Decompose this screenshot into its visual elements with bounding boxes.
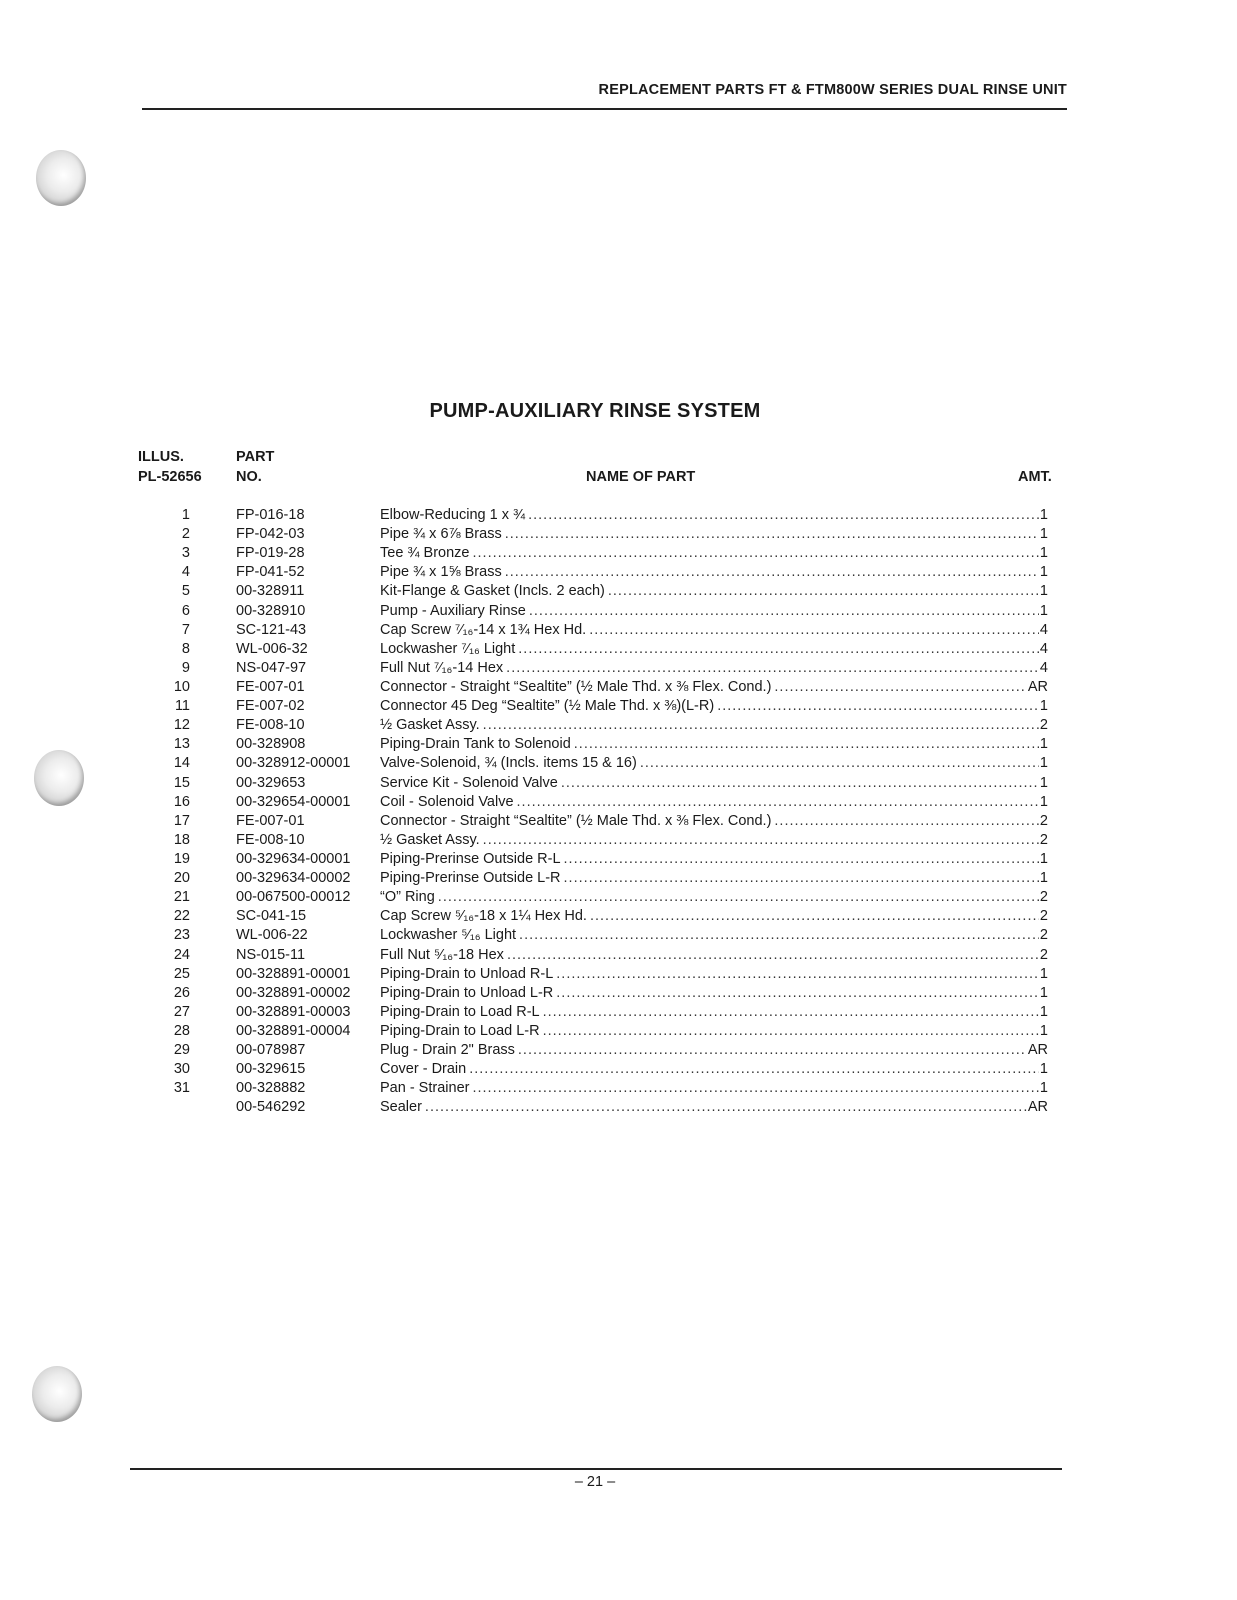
dot-leader — [505, 563, 1039, 582]
parts-row — [0, 716, 1237, 735]
dot-leader — [506, 659, 1039, 678]
illus-number: 20 — [173, 870, 190, 887]
part-leader — [380, 831, 1048, 850]
part-name: Cover - Drain — [380, 1061, 467, 1078]
dot-leader — [519, 926, 1039, 945]
parts-row — [0, 812, 1237, 831]
parts-row — [0, 850, 1237, 869]
dot-leader — [574, 735, 1039, 754]
part-number: FE-008-10 — [236, 717, 305, 734]
dot-leader — [543, 1003, 1039, 1022]
part-leader — [380, 965, 1048, 984]
part-number: SC-121-43 — [236, 621, 307, 638]
part-leader — [380, 697, 1048, 716]
parts-row — [0, 582, 1237, 601]
part-amount: 2 — [1039, 812, 1048, 829]
part-number: 00-328891-00002 — [236, 984, 351, 1001]
illus-number: 16 — [173, 793, 190, 810]
part-leader — [380, 1003, 1048, 1022]
illus-number: 18 — [173, 831, 190, 848]
column-header-illus — [138, 447, 202, 487]
parts-row — [0, 506, 1237, 525]
part-number: 00-078987 — [236, 1042, 306, 1059]
parts-row — [0, 1022, 1237, 1041]
illus-number: 30 — [173, 1061, 190, 1078]
part-number: FE-008-10 — [236, 831, 305, 848]
part-amount: 1 — [1039, 1061, 1048, 1078]
part-number: 00-328882 — [236, 1080, 306, 1097]
part-leader — [380, 946, 1048, 965]
part-amount: 1 — [1039, 1080, 1048, 1097]
part-amount: 2 — [1039, 908, 1048, 925]
parts-row — [0, 525, 1237, 544]
dot-leader — [774, 678, 1026, 697]
part-amount: 2 — [1039, 927, 1048, 944]
part-leader — [380, 563, 1048, 582]
part-number: FE-007-01 — [236, 678, 305, 695]
part-amount: 1 — [1039, 736, 1048, 753]
dot-leader — [640, 754, 1039, 773]
dot-leader — [774, 812, 1039, 831]
part-amount: 2 — [1039, 889, 1048, 906]
part-name: Tee ¾ Bronze — [380, 545, 470, 562]
part-amount: 1 — [1039, 507, 1048, 523]
part-name: Coil - Solenoid Valve — [380, 793, 514, 810]
part-number: 00-546292 — [236, 1099, 306, 1116]
parts-row — [0, 984, 1237, 1003]
parts-row — [0, 1098, 1237, 1117]
parts-row — [0, 965, 1237, 984]
part-name: Piping-Drain Tank to Solenoid — [380, 736, 571, 753]
part-amount: AR — [1027, 1042, 1048, 1059]
dot-leader — [425, 1098, 1027, 1117]
part-name: Piping-Drain to Load L-R — [380, 1022, 540, 1039]
parts-row — [0, 926, 1237, 945]
illus-number: 29 — [173, 1042, 190, 1059]
part-name: Elbow-Reducing 1 x ¾ — [380, 507, 526, 523]
dot-leader — [543, 1022, 1039, 1041]
dot-leader — [608, 582, 1039, 601]
part-name: Piping-Prerinse Outside L-R — [380, 870, 561, 887]
illus-header-line2: PL-52656 — [138, 469, 202, 485]
part-amount: 1 — [1039, 774, 1048, 791]
part-number: 00-328908 — [236, 736, 306, 753]
part-leader — [380, 1022, 1048, 1041]
part-leader — [380, 716, 1048, 735]
part-amount: 1 — [1039, 698, 1048, 715]
dot-leader — [483, 831, 1039, 850]
dot-leader — [517, 793, 1039, 812]
illus-header-line1: ILLUS. — [138, 449, 184, 465]
illus-number: 4 — [181, 564, 190, 581]
illus-number: 10 — [173, 678, 190, 695]
part-amount: 1 — [1039, 545, 1048, 562]
part-amount: 1 — [1039, 965, 1048, 982]
part-leader — [380, 774, 1048, 793]
part-number: NS-047-97 — [236, 659, 307, 676]
page-header-title: REPLACEMENT PARTS FT & FTM800W SERIES DUAL RINSE UNIT — [598, 82, 1067, 98]
part-leader — [380, 1060, 1048, 1079]
illus-number: 15 — [173, 774, 190, 791]
illus-number: 7 — [181, 621, 190, 638]
dot-leader — [507, 946, 1039, 965]
parts-row — [0, 888, 1237, 907]
parts-row — [0, 1003, 1237, 1022]
dot-leader — [518, 1041, 1027, 1060]
part-number: WL-006-32 — [236, 640, 308, 657]
dot-leader — [564, 869, 1039, 888]
part-amount: 1 — [1039, 1003, 1048, 1020]
part-name: Piping-Drain to Unload R-L — [380, 965, 554, 982]
parts-row — [0, 697, 1237, 716]
part-number: FP-016-18 — [236, 507, 305, 523]
part-name: Piping-Drain to Load R-L — [380, 1003, 540, 1020]
part-number: WL-006-22 — [236, 927, 308, 944]
part-name: ½ Gasket Assy. — [380, 717, 480, 734]
illus-number: 27 — [173, 1003, 190, 1020]
part-amount: 1 — [1039, 755, 1048, 772]
dot-leader — [469, 1060, 1039, 1079]
section-title: PUMP-AUXILIARY RINSE SYSTEM — [429, 400, 761, 422]
dot-leader — [590, 907, 1039, 926]
part-amount: 4 — [1039, 621, 1048, 638]
part-leader — [380, 582, 1048, 601]
part-leader — [380, 544, 1048, 563]
part-leader — [380, 850, 1048, 869]
part-leader — [380, 506, 1048, 525]
dot-leader — [556, 984, 1039, 1003]
part-number: FE-007-01 — [236, 812, 305, 829]
illus-number: 22 — [173, 908, 190, 925]
illus-number: 3 — [181, 545, 190, 562]
parts-row — [0, 735, 1237, 754]
part-leader — [380, 1079, 1048, 1098]
part-name: Valve-Solenoid, ¾ (Incls. items 15 & 16) — [380, 755, 637, 772]
part-name: Connector - Straight “Sealtite” (½ Male Thd. x ⅜ Flex. Cond.) — [380, 678, 772, 695]
part-leader — [380, 735, 1048, 754]
part-name: Cap Screw ⁷⁄₁₆-14 x 1¾ Hex Hd. — [380, 621, 587, 638]
parts-row — [0, 831, 1237, 850]
part-amount: 2 — [1039, 831, 1048, 848]
part-leader — [380, 678, 1048, 697]
part-amount: 1 — [1039, 870, 1048, 887]
illus-number: 26 — [173, 984, 190, 1001]
part-number: 00-328891-00003 — [236, 1003, 351, 1020]
footer-rule — [130, 1468, 1062, 1470]
part-number: 00-328910 — [236, 602, 306, 619]
illus-number: 8 — [181, 640, 190, 657]
part-number: 00-329654-00001 — [236, 793, 351, 810]
parts-row — [0, 602, 1237, 621]
part-leader — [380, 926, 1048, 945]
header-rule — [142, 108, 1067, 110]
part-number: 00-328891-00004 — [236, 1022, 351, 1039]
part-number: SC-041-15 — [236, 908, 307, 925]
part-name: Connector - Straight “Sealtite” (½ Male Thd. x ⅜ Flex. Cond.) — [380, 812, 772, 829]
part-name: Pump - Auxiliary Rinse — [380, 602, 526, 619]
dot-leader — [717, 697, 1039, 716]
part-name: Plug - Drain 2" Brass — [380, 1042, 515, 1059]
part-leader — [380, 1098, 1048, 1117]
part-leader — [380, 640, 1048, 659]
part-number: FP-019-28 — [236, 545, 305, 562]
part-leader — [380, 754, 1048, 773]
parts-row — [0, 640, 1237, 659]
part-name: Kit-Flange & Gasket (Incls. 2 each) — [380, 583, 605, 600]
binder-hole-top — [36, 150, 86, 206]
parts-row — [0, 563, 1237, 582]
part-leader — [380, 1041, 1048, 1060]
illus-number: 21 — [173, 889, 190, 906]
column-header-name-of-part: NAME OF PART — [586, 469, 696, 485]
part-name: Lockwasher ⁷⁄₁₆ Light — [380, 640, 516, 657]
part-name: Service Kit - Solenoid Valve — [380, 774, 558, 791]
dot-leader — [529, 602, 1039, 621]
part-amount: 1 — [1039, 602, 1048, 619]
dot-leader — [472, 544, 1038, 563]
parts-row — [0, 1041, 1237, 1060]
column-header-amt: AMT. — [1018, 469, 1052, 485]
illus-number: 11 — [174, 698, 190, 715]
part-leader — [380, 888, 1048, 907]
page-number: – 21 – — [574, 1474, 616, 1490]
parts-row — [0, 544, 1237, 563]
parts-row — [0, 793, 1237, 812]
part-number: FP-042-03 — [236, 526, 305, 543]
part-leader — [380, 602, 1048, 621]
illus-number: 23 — [173, 927, 190, 944]
parts-list — [0, 506, 1237, 1118]
part-amount: 2 — [1039, 946, 1048, 963]
part-name: Sealer — [380, 1099, 422, 1116]
dot-leader — [505, 525, 1039, 544]
part-amount: 1 — [1039, 583, 1048, 600]
dot-leader — [518, 640, 1039, 659]
part-number: FE-007-02 — [236, 698, 305, 715]
part-number: NS-015-11 — [236, 946, 306, 963]
binder-hole-bottom — [32, 1366, 82, 1422]
part-leader — [380, 812, 1048, 831]
illus-number: 6 — [181, 602, 190, 619]
parts-row — [0, 678, 1237, 697]
parts-row — [0, 869, 1237, 888]
parts-row — [0, 907, 1237, 926]
illus-number: 14 — [173, 755, 190, 772]
part-amount: 1 — [1039, 984, 1048, 1001]
parts-row — [0, 754, 1237, 773]
part-amount: 1 — [1039, 1022, 1048, 1039]
illus-number: 12 — [173, 717, 190, 734]
illus-number: 1 — [181, 507, 190, 523]
part-amount: 2 — [1039, 717, 1048, 734]
dot-leader — [556, 965, 1039, 984]
part-number: 00-329653 — [236, 774, 306, 791]
part-name: Piping-Drain to Unload L-R — [380, 984, 554, 1001]
part-name: ½ Gasket Assy. — [380, 831, 480, 848]
column-header-part-no — [236, 447, 274, 487]
part-amount: 1 — [1039, 850, 1048, 867]
illus-number: 9 — [181, 659, 190, 676]
part-number: 00-328911 — [236, 583, 305, 600]
part-amount: AR — [1027, 678, 1048, 695]
part-leader — [380, 621, 1048, 640]
parts-row — [0, 946, 1237, 965]
parts-row — [0, 774, 1237, 793]
part-leader — [380, 793, 1048, 812]
part-number: 00-329634-00001 — [236, 850, 351, 867]
illus-number: 24 — [173, 946, 190, 963]
illus-number: 25 — [173, 965, 190, 982]
part-header-line1: PART — [236, 449, 275, 465]
part-number: FP-041-52 — [236, 564, 305, 581]
part-amount: AR — [1027, 1099, 1048, 1116]
illus-number: 17 — [173, 812, 190, 829]
parts-row — [0, 621, 1237, 640]
part-amount: 1 — [1039, 793, 1048, 810]
part-number: 00-329615 — [236, 1061, 306, 1078]
part-amount: 4 — [1039, 659, 1048, 676]
part-number: 00-067500-00012 — [236, 889, 351, 906]
illus-number: 31 — [173, 1080, 190, 1097]
part-amount: 1 — [1039, 564, 1048, 581]
dot-leader — [438, 888, 1039, 907]
part-name: “O” Ring — [380, 889, 435, 906]
part-name: Pipe ¾ x 1⅝ Brass — [380, 564, 502, 581]
dot-leader — [528, 506, 1039, 525]
part-name: Piping-Prerinse Outside R-L — [380, 850, 561, 867]
part-name: Cap Screw ⁵⁄₁₆-18 x 1¼ Hex Hd. — [380, 908, 587, 925]
part-number: 00-329634-00002 — [236, 870, 351, 887]
parts-row — [0, 1060, 1237, 1079]
part-name: Pipe ¾ x 6⅞ Brass — [380, 526, 502, 543]
part-amount: 1 — [1039, 526, 1048, 543]
part-header-line2: NO. — [236, 469, 262, 485]
dot-leader — [589, 621, 1039, 640]
part-name: Lockwasher ⁵⁄₁₆ Light — [380, 927, 517, 944]
part-name: Connector 45 Deg “Sealtite” (½ Male Thd. x ⅜)(L-R) — [380, 698, 715, 715]
part-leader — [380, 525, 1048, 544]
illus-number: 19 — [173, 850, 190, 867]
part-name: Pan - Strainer — [380, 1080, 470, 1097]
dot-leader — [472, 1079, 1038, 1098]
illus-number: 13 — [173, 736, 190, 753]
dot-leader — [564, 850, 1039, 869]
part-name: Full Nut ⁵⁄₁₆-18 Hex — [380, 946, 504, 963]
illus-number: 5 — [181, 583, 190, 600]
part-leader — [380, 869, 1048, 888]
part-leader — [380, 659, 1048, 678]
part-number: 00-328912-00001 — [236, 755, 351, 772]
parts-row — [0, 659, 1237, 678]
part-leader — [380, 984, 1048, 1003]
dot-leader — [561, 774, 1039, 793]
part-amount: 4 — [1039, 640, 1048, 657]
parts-row — [0, 1079, 1237, 1098]
part-name: Full Nut ⁷⁄₁₆-14 Hex — [380, 659, 504, 676]
part-number: 00-328891-00001 — [236, 965, 351, 982]
illus-number: 2 — [181, 526, 190, 543]
dot-leader — [483, 716, 1039, 735]
part-leader — [380, 907, 1048, 926]
illus-number: 28 — [173, 1022, 190, 1039]
